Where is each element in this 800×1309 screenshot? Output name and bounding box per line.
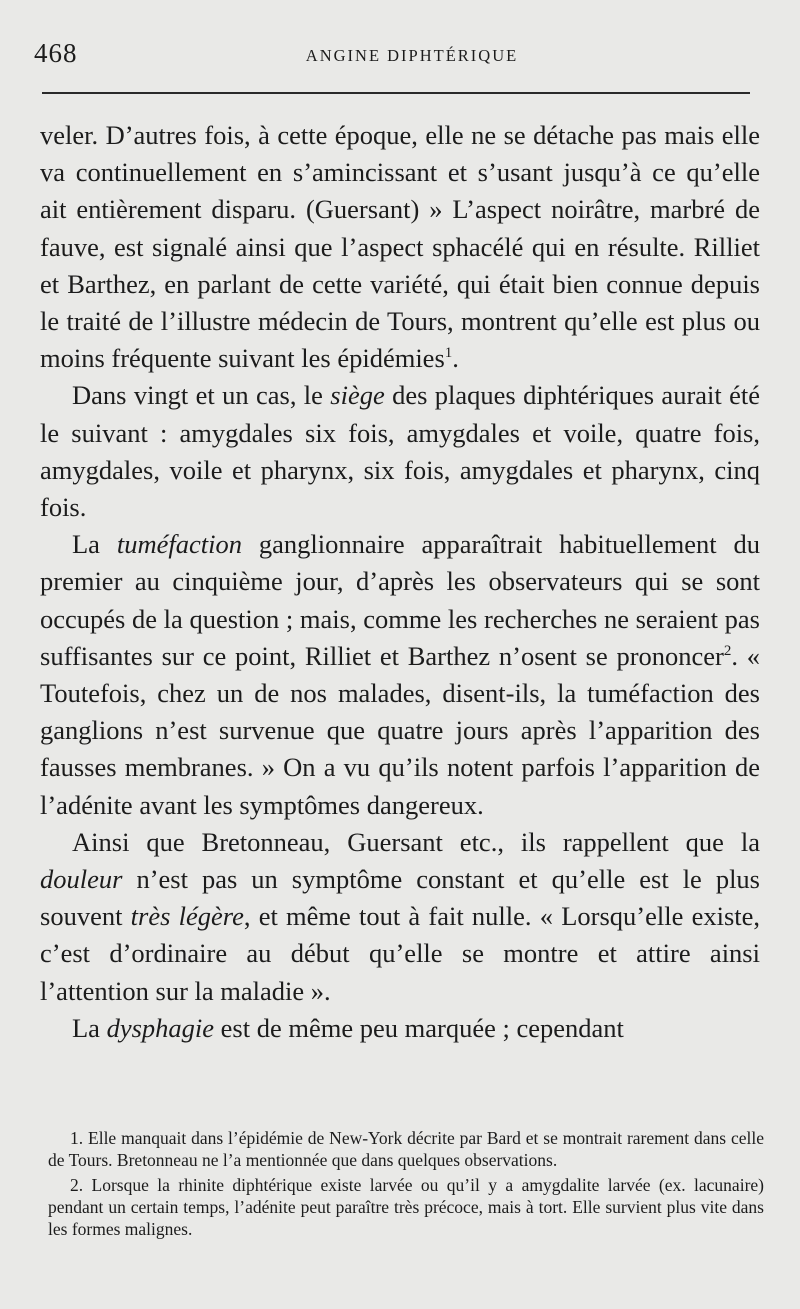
page-header bbox=[34, 38, 750, 72]
footnotes bbox=[48, 1127, 764, 1240]
paragraph-4: Ainsi que Bretonneau, Guersant etc., ils rappellent que la douleur n’est pas un symptôme constant et qu’elle est le plus souvent très légère, et même tout à fait nulle. « Lorsqu’elle existe, c’est d’ordinaire au début qu’elle se montre et attire ainsi l’attention sur la maladie ». bbox=[40, 826, 761, 1006]
running-head: ANGINE DIPHTÉRIQUE bbox=[305, 46, 519, 65]
paragraph-2: Dans vingt et un cas, le siège des plaques diphtériques aurait été le suivant : amygdales six fois, amygdales et voile, quatre fois, amygdales, voile et pharynx, six fois, amygdales et pharynx, cinq fois. bbox=[40, 380, 760, 523]
main-text bbox=[40, 117, 760, 1047]
emphasis-tres-legere: très légère bbox=[130, 901, 244, 932]
header-rule bbox=[42, 92, 750, 94]
footnote-1: 1. Elle manquait dans l’épidémie de New-York décrite par Bard et se montrait rarement dans celle de Tours. Bretonneau ne l’a mentionnée que dans quelques observations. bbox=[48, 1128, 764, 1170]
emphasis-dysphagie: dysphagie bbox=[106, 1012, 215, 1043]
page-number: 468 bbox=[34, 38, 78, 68]
emphasis-tumefaction: tuméfaction bbox=[116, 529, 242, 560]
emphasis-siege: siège bbox=[330, 380, 385, 411]
footnote-2: 2. Lorsque la rhinite diphtérique existe larvée ou qu’il y a amygdalite larvée (ex. lacunaire) pendant un certain temps, l’adénite peut paraître très précoce, mais à tort. Elle survient plus vite dans les formes malignes. bbox=[48, 1175, 764, 1239]
paragraph-1: veler. D’autres fois, à cette époque, elle ne se détache pas mais elle va continuellement en s’amincissant et s’usant jusqu’à ce qu’elle ait entièrement disparu. (Guersant) » L’aspect noirâtre, marbré de fauve, est signalé ainsi que l’aspect sphacélé qui en résulte. Rilliet et Barthez, en parlant de cette variété, qui était bien connue depuis le traité de l’illustre médecin de Tours, montrent qu’elle est plus ou moins fréquente suivant les épidémies$^1$. bbox=[40, 120, 760, 374]
footnote-ref-1: 1 bbox=[444, 345, 453, 362]
emphasis-douleur: douleur bbox=[40, 864, 123, 895]
paragraph-3: La tuméfaction ganglionnaire apparaîtrait habituellement du premier au cinquième jour, d’après les observateurs qui se sont occupés de la question ; mais, comme les recherches ne seraient pas suffisantes sur ce point, Rilliet et Barthez n’osent se prononcer$^2$. « Toutefois, chez un de nos malades, disent-ils, la tuméfaction des ganglions n’est survenue que quatre jours après l’apparition des fausses membranes. » On a vu qu’ils notent parfois l’apparition de l’adénite avant les symptômes dangereux. bbox=[40, 529, 760, 820]
paragraph-5: La dysphagie est de même peu marquée ; cependant bbox=[72, 1012, 624, 1043]
footnote-ref-2: 2 bbox=[723, 642, 732, 659]
